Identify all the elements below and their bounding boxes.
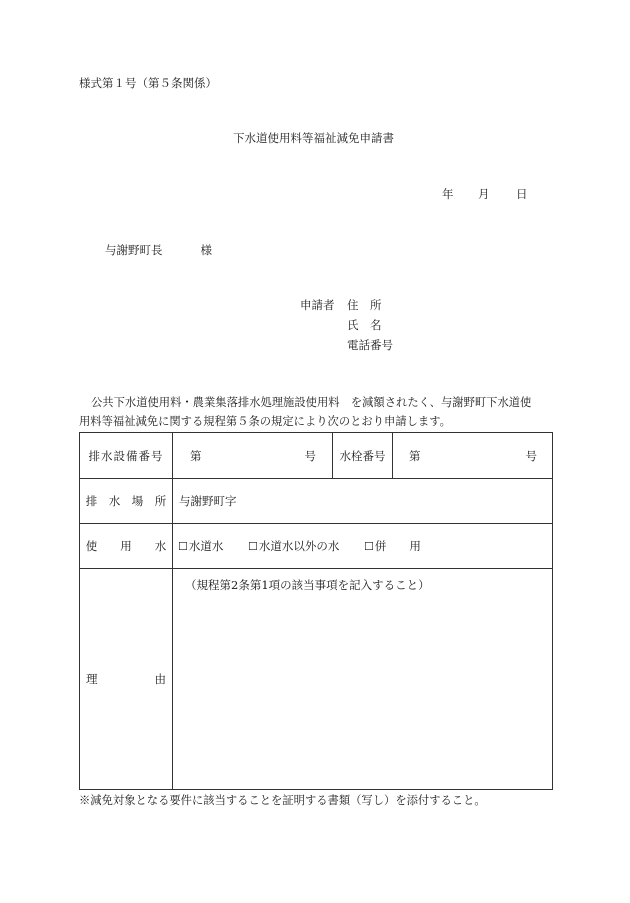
water-use-option-other[interactable] — [248, 538, 339, 554]
drain-facility-number-field[interactable] — [173, 433, 333, 478]
water-use-option-other-label: 水道水以外の水 — [258, 538, 340, 553]
statement-line-1: 公共下水道使用料・農業集落排水処理施設使用料 を減額されたく、与謝野町下水道使 — [91, 396, 532, 409]
date-line — [442, 187, 528, 201]
form-title: 下水道使用料等福祉減免申請書 — [233, 131, 394, 145]
applicant-phone-label: 電話番号 — [347, 338, 393, 352]
month-label: 月 — [478, 187, 490, 201]
reason-label-right: 由 — [154, 672, 166, 686]
water-use-label: 使 用 水 — [80, 523, 173, 568]
drain-facility-suffix: 号 — [304, 448, 316, 463]
reason-field[interactable] — [173, 568, 552, 789]
water-use-options — [173, 523, 552, 568]
form-number: 様式第１号（第５条関係） — [79, 76, 217, 90]
addressee-honorific: 様 — [200, 243, 212, 257]
table-row-drain-facility — [80, 433, 552, 479]
checkbox-icon[interactable]: ☐ — [178, 539, 188, 553]
hydrant-prefix: 第 — [409, 448, 421, 463]
reason-label-left: 理 — [86, 672, 98, 686]
application-table — [79, 432, 553, 790]
statement-line-2: 用料等福祉減免に関する規程第５条の規定により次のとおり申請します。 — [79, 415, 451, 428]
checkbox-icon[interactable]: ☐ — [248, 539, 258, 553]
footnote: ※減免対象となる要件に該当することを証明する書類（写し）を添付すること。 — [79, 794, 486, 807]
water-use-option-tap-label: 水道水 — [188, 538, 224, 553]
applicant-label: 申請者 — [300, 298, 335, 312]
reason-label — [80, 568, 173, 789]
applicant-name-label: 氏 名 — [347, 318, 382, 332]
day-label: 日 — [516, 187, 528, 201]
drain-facility-prefix: 第 — [190, 448, 202, 463]
water-use-option-combined[interactable] — [364, 538, 421, 554]
drain-location-field[interactable] — [173, 478, 552, 523]
table-row-reason — [80, 568, 552, 789]
hydrant-label: 水栓番号 — [333, 433, 393, 478]
table-row-drain-location — [80, 478, 552, 524]
hydrant-number-field[interactable] — [393, 433, 552, 478]
application-statement — [79, 393, 549, 431]
addressee — [105, 243, 212, 257]
drain-facility-label: 排水設備番号 — [80, 433, 173, 478]
water-use-option-combined-label: 併 用 — [374, 538, 421, 553]
drain-location-label: 排 水 場 所 — [80, 478, 173, 523]
checkbox-icon[interactable]: ☐ — [364, 539, 374, 553]
addressee-name: 与謝野町長 — [105, 243, 163, 257]
applicant-address-label: 住 所 — [347, 298, 382, 312]
water-use-option-tap[interactable] — [178, 538, 223, 554]
table-row-water-use — [80, 523, 552, 569]
drain-location-value: 与謝野町字 — [179, 493, 237, 508]
hydrant-suffix: 号 — [525, 448, 537, 463]
year-label: 年 — [442, 187, 454, 201]
reason-instruction: （規程第2条第1項の該当事項を記入すること） — [185, 578, 430, 592]
